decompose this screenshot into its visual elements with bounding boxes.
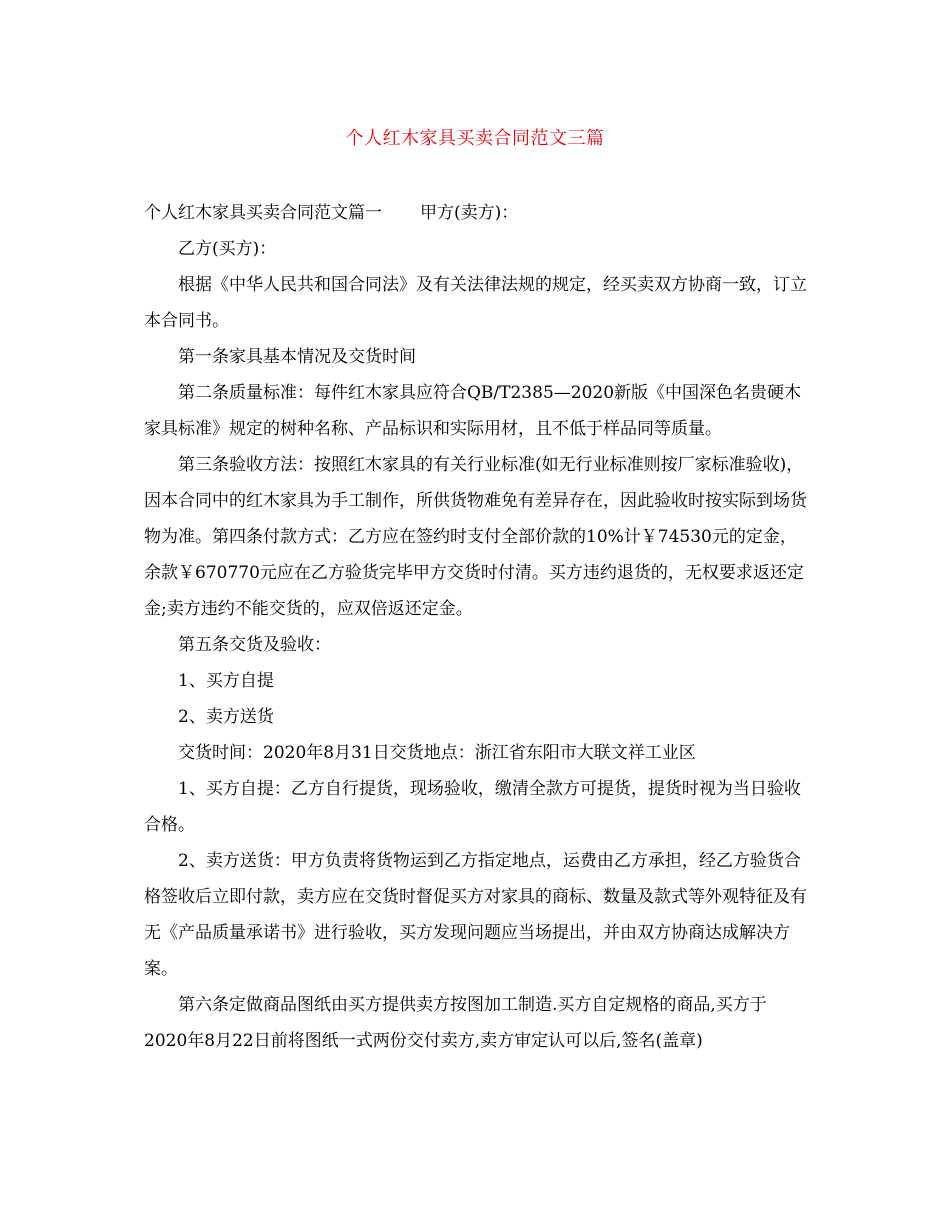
paragraph: 第一条家具基本情况及交货时间 bbox=[178, 347, 416, 367]
paragraph: 1、买方自提 bbox=[178, 671, 274, 691]
paragraph: 根据《中华人民共和国合同法》及有关法律法规的规定，经买卖双方协商一致，订立本合同书。 bbox=[144, 275, 807, 331]
paragraph: 2、卖方送货 bbox=[178, 707, 274, 727]
document-body bbox=[144, 195, 808, 1059]
document-title: 个人红木家具买卖合同范文三篇 bbox=[345, 128, 605, 149]
paragraph: 2、卖方送货：甲方负责将货物运到乙方指定地点，运费由乙方承担，经乙方验货合格签收后立即付款，卖方应在交货时督促买方对家具的商标、数量及款式等外观特征及有无《产品质量承诺书》进行验收，买方发现问题应当场提出，并由双方协商达成解决方案。 bbox=[144, 851, 807, 979]
paragraph: 1、买方自提：乙方自行提货，现场验收，缴清全款方可提货，提货时视为当日验收合格。 bbox=[144, 779, 801, 835]
section-heading: 个人红木家具买卖合同范文篇一 bbox=[144, 203, 382, 223]
paragraph: 乙方(买方)： bbox=[178, 239, 277, 259]
paragraph: 交货时间：2020年8月31日交货地点：浙江省东阳市大联文祥工业区 bbox=[178, 743, 696, 763]
paragraph: 第三条验收方法：按照红木家具的有关行业标准(如无行业标准则按厂家标准验收)，因本合同中的红木家具为手工制作，所供货物难免有差异存在，因此验收时按实际到场货物为准。第四条付款方式：乙方应在签约时支付全部价款的10%计￥74530元的定金，余款￥670770元应在乙方验货完毕甲方交货时付清。买方违约退货的，无权要求返还定金;卖方违约不能交货的，应双倍返还定金。 bbox=[144, 455, 807, 619]
paragraph: 第六条定做商品图纸由买方提供卖方按图加工制造.买方自定规格的商品,买方于2020年8月22日前将图纸一式两份交付卖方,卖方审定认可以后,签名(盖章) bbox=[144, 995, 767, 1051]
party-a-label: 甲方(卖方)： bbox=[420, 203, 519, 223]
paragraph: 第二条质量标准：每件红木家具应符合QB/T2385—2020新版《中国深色名贵硬木家具标准》规定的树种名称、产品标识和实际用材，且不低于样品同等质量。 bbox=[144, 383, 802, 439]
paragraph: 第五条交货及验收： bbox=[178, 635, 331, 655]
heading-line bbox=[144, 195, 808, 231]
